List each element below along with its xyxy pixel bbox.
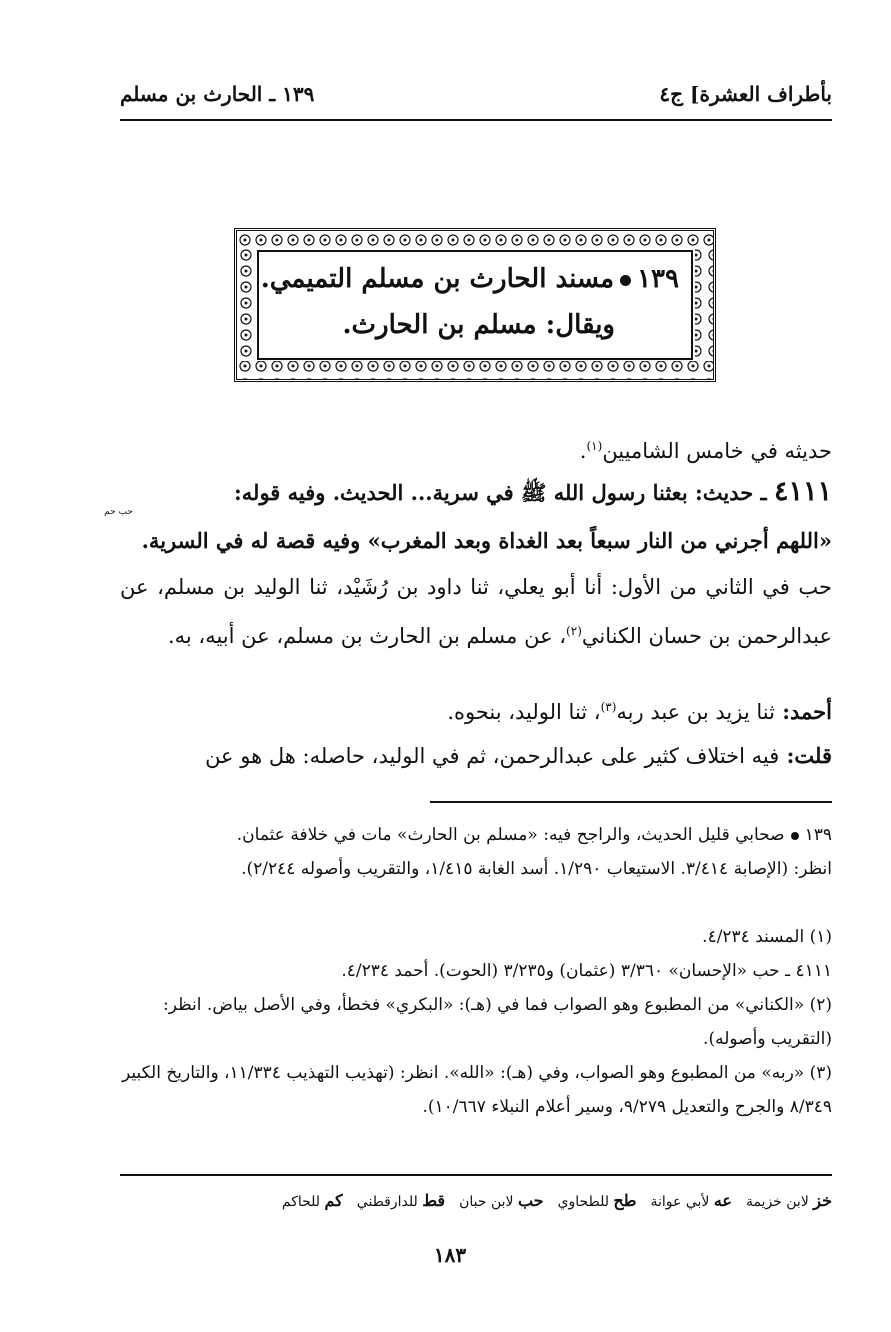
isnad-paragraph (120, 565, 832, 658)
intro-end: . (579, 439, 587, 463)
isnad-text-b: ، عن مسلم بن الحارث بن مسلم، عن أبيه، به. (167, 624, 567, 648)
header-rule (120, 119, 832, 121)
footnote-2: (٢) «الكناني» من المطبوع وهو الصواب فما في (هـ): «البكري» فخطأ، وفي الأصل بياض. انظر: (التقريب وأصوله). (163, 995, 832, 1049)
bottom-rule (120, 1174, 832, 1176)
intro-text: حديثه في خامس الشاميين (602, 439, 832, 463)
title-box (257, 250, 693, 360)
footnote-text-2: انظر: (الإصابة ٣/٤١٤. الاستيعاب ١/٢٩٠. أسد الغابة ١/٤١٥، والتقريب وأصوله ٢/٢٤٤). (241, 859, 832, 879)
running-header (120, 82, 832, 116)
musnad-number: ١٣٩ (637, 264, 679, 294)
footnote-1: (١) المسند ٤/٢٣٤. (702, 927, 832, 947)
footnote-ref: (٣) (600, 700, 617, 714)
abbr-item: حب لابن حبان (459, 1191, 544, 1210)
header-chapter-title: ١٣٩ ـ الحارث بن مسلم (120, 82, 315, 106)
musnad-title (261, 264, 679, 294)
hadith-number: ٤١١١ (773, 476, 832, 507)
footnote-companion (120, 818, 832, 886)
musnad-name: مسند الحارث بن مسلم التميمي. (260, 264, 615, 294)
footnote-3: (٣) «ربه» من المطبوع وهو الصواب، وفي (هـ): «الله». انظر: (تهذيب التهذيب ١١/٣٣٤، والتاريخ الكبير ٨/٣٤٩ والجرح والتعديل ٩/٢٧٩، وسير أعلام النبلاء ١٠/٦٦٧). (121, 1063, 832, 1117)
footnote-number: ١٣٩ (804, 825, 832, 845)
bullet-icon (791, 832, 799, 840)
footnote-ref: (١) (586, 439, 603, 453)
ahmad-label: أحمد: (774, 699, 832, 724)
hadith-heading-line (120, 470, 832, 515)
footnote-text: صحابي قليل الحديث، والراجح فيه: «مسلم بن الحارث» مات في خلافة عثمان. (236, 825, 785, 845)
footnote-rule (430, 801, 832, 803)
abbr-item: طح للطحاوي (557, 1191, 637, 1210)
abbreviation-key (120, 1191, 832, 1210)
bullet-icon (620, 275, 631, 286)
footnote-ref: (٢) (566, 624, 582, 638)
hadith-text-2: «اللهم أجرني من النار سبعاً بعد الغداة وبعد المغرب» وفيه قصة له في السرية. (141, 528, 832, 553)
note-label: قلت: (779, 743, 832, 768)
abbr-item: عه لأبي عوانة (650, 1191, 732, 1210)
title-frame (234, 228, 716, 382)
hadith-text-1: بعثنا رسول الله ﷺ في سرية... الحديث. وفيه قوله: (234, 480, 688, 505)
musnad-alt-name: ويقال: مسلم بن الحارث. (342, 310, 615, 340)
note-paragraph (120, 734, 832, 778)
header-book-title: بأطراف العشرة] ج٤ (659, 82, 832, 106)
abbr-item: كم للحاكم (281, 1191, 343, 1210)
abbr-item: خز لابن خزيمة (745, 1191, 832, 1210)
ahmad-text-a: ثنا يزيد بن عبد ربه (616, 700, 775, 724)
footnote-hadith-sources: ٤١١١ ـ حب «الإحسان» ٣/٣٦٠ (عثمان) و٣/٢٣٥ (الحوت). أحمد ٤/٢٣٤. (341, 961, 832, 981)
note-text: فيه اختلاف كثير على عبدالرحمن، ثم في الوليد، حاصله: هل هو عن (205, 744, 780, 768)
page-number: ١٨٣ (433, 1243, 467, 1267)
intro-line (120, 424, 832, 473)
isnad-text-a: حب في الثاني من الأول: أنا أبو يعلي، ثنا داود بن رُشَيْد، ثنا الوليد بن مسلم، عن عبدالرحمن بن حسان الكناني (120, 575, 832, 648)
ahmad-text-b: ، ثنا الوليد، بنحوه. (447, 700, 601, 724)
ahmad-paragraph (120, 685, 832, 734)
abbr-item: قط للدارقطني (356, 1191, 446, 1210)
source-marks: حب حم (104, 507, 133, 517)
hadith-label: ـ حديث: (687, 480, 767, 505)
